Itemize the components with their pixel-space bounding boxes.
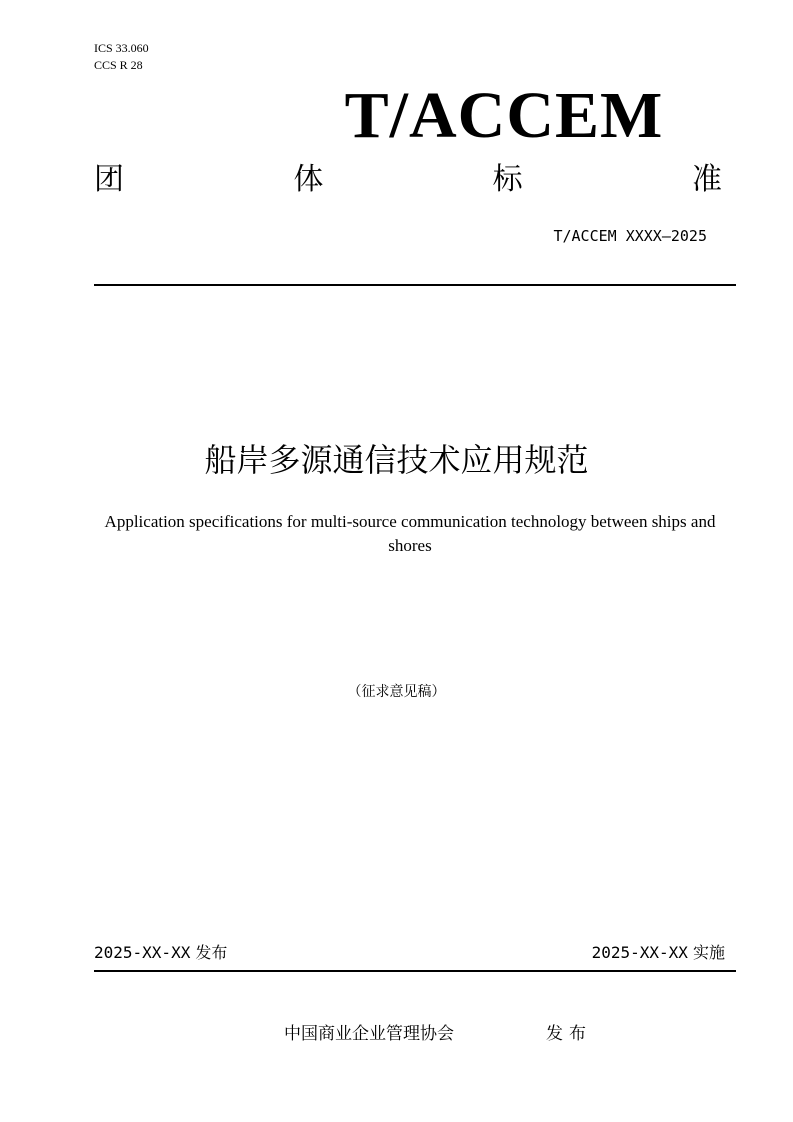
publisher-name: 中国商业企业管理协会 [284, 1024, 454, 1044]
ccs-code: CCS R 28 [94, 58, 143, 72]
draft-status: （征求意见稿） [347, 684, 446, 700]
publish-date-line [94, 942, 227, 964]
publish-word: 发布 [546, 1024, 592, 1044]
standard-type [94, 160, 722, 200]
standard-type-char: 团 [94, 162, 124, 197]
publish-date: 2025-XX-XX [94, 943, 191, 962]
document-title-english: Application specifications for multi-source communication technology between ships and shores [104, 512, 716, 555]
standard-number: T/ACCEM XXXX—2025 [553, 227, 707, 245]
classification-codes [94, 40, 149, 74]
implement-date: 2025-XX-XX [591, 943, 688, 962]
document-title-chinese: 船岸多源通信技术应用规范 [204, 441, 589, 479]
implement-date-label: 实施 [692, 943, 725, 962]
publish-date-label: 发布 [195, 943, 228, 962]
standard-type-char: 体 [293, 162, 324, 197]
ics-code: ICS 33.060 [94, 41, 149, 55]
top-divider [94, 284, 736, 286]
bottom-divider [94, 970, 736, 972]
standard-type-char: 准 [691, 162, 722, 197]
standard-logo: T/ACCEM [344, 79, 664, 152]
implement-date-line [592, 942, 725, 964]
standard-type-char: 标 [492, 162, 523, 197]
